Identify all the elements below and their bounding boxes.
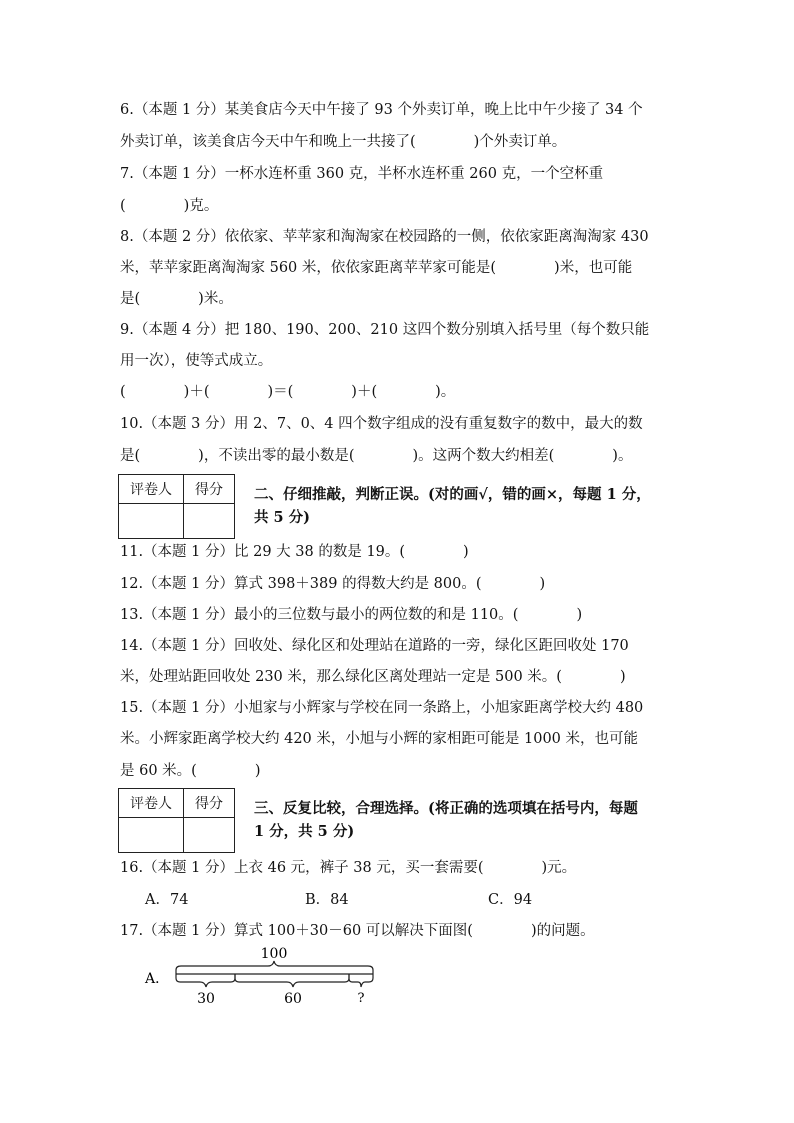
q15-line-2: 米。小辉家距离学校大约 420 米，小旭与小辉的家相距可能是 1000 米，也可能 <box>120 731 639 747</box>
q17-brace-seg3 <box>349 974 373 987</box>
q17-top-brace <box>176 961 373 974</box>
q17-brace-seg2 <box>235 974 349 987</box>
q10-line-1: 10.（本题 3 分）用 2、7、0、4 四个数字组成的没有重复数字的数中，最大的数 <box>120 416 643 432</box>
q16-option-c[interactable]: C．94 <box>488 892 533 908</box>
q15-line-1: 15.（本题 1 分）小旭家与小辉家与学校在同一条路上，小旭家距离学校大约 480 <box>120 700 644 716</box>
q17-line-1: 17.（本题 1 分）算式 100＋30－60 可以解决下面图( )的问题。 <box>120 923 595 939</box>
section2-title-line-2: 共 5 分) <box>254 509 311 526</box>
q9-line-1: 9.（本题 4 分）把 180、190、200、210 这四个数分别填入括号里（每个数只能 <box>120 322 650 338</box>
q17-total-label: 100 <box>260 946 288 962</box>
q9-line-2: 用一次），使等式成立。 <box>120 353 273 369</box>
q8-line-3: 是( )米。 <box>120 291 233 307</box>
q7-line-1: 7.（本题 1 分）一杯水连杯重 360 克，半杯水连杯重 260 克，一个空杯重 <box>120 166 604 182</box>
section3-title-line-1: 三、反复比较，合理选择。(将正确的选项填在括号内，每题 <box>254 800 638 817</box>
q17-brace-seg1 <box>176 974 235 987</box>
q13-line-1: 13.（本题 1 分）最小的三位数与最小的两位数的和是 110。( ) <box>120 607 583 623</box>
q12-line-1: 12.（本题 1 分）算式 398＋389 的得数大约是 800。( ) <box>120 576 546 592</box>
section3-title-line-2: 1 分，共 5 分) <box>254 823 355 840</box>
grader-reviewer-label: 评卷人 <box>119 789 184 818</box>
q17-option-a-label: A． <box>145 971 170 987</box>
q17-seg2-label: 60 <box>284 991 302 1007</box>
q9-line-3: ( )＋( )＝( )＋( )。 <box>120 384 456 400</box>
section2-title-line-1: 二、仔细推敲，判断正误。(对的画√，错的画×，每题 1 分， <box>254 486 651 503</box>
q7-line-2: ( )克。 <box>120 198 219 214</box>
grader-score-label: 得分 <box>184 475 235 504</box>
q17-seg1-label: 30 <box>197 991 215 1007</box>
grader-reviewer-label: 评卷人 <box>119 475 184 504</box>
q14-line-1: 14.（本题 1 分）回收处、绿化区和处理站在道路的一旁，绿化区距回收处 170 <box>120 638 629 654</box>
q16-option-a[interactable]: A．74 <box>145 892 189 908</box>
q8-line-1: 8.（本题 2 分）依依家、苹苹家和淘淘家在校园路的一侧，依依家距离淘淘家 430 <box>120 229 649 245</box>
q16-line-1: 16.（本题 1 分）上衣 46 元，裤子 38 元，买一套需要( )元。 <box>120 860 577 876</box>
q6-line-1: 6.（本题 1 分）某美食店今天中午接了 93 个外卖订单，晚上比中午少接了 34 个 <box>120 102 643 118</box>
q17-unknown-label: ? <box>357 991 365 1006</box>
q14-line-2: 米，处理站距回收处 230 米，那么绿化区离处理站一定是 500 米。( ) <box>120 669 626 685</box>
q8-line-2: 米，苹苹家距离淘淘家 560 米，依依家距离苹苹家可能是( )米，也可能 <box>120 260 633 276</box>
q16-option-b[interactable]: B．84 <box>305 892 349 908</box>
grader-score-label: 得分 <box>184 789 235 818</box>
q15-line-3: 是 60 米。( ) <box>120 763 261 779</box>
q10-line-2: 是( )，不读出零的最小数是( )。这两个数大约相差( )。 <box>120 448 633 464</box>
q6-line-2: 外卖订单，该美食店今天中午和晚上一共接了( )个外卖订单。 <box>120 134 567 150</box>
q11-line-1: 11.（本题 1 分）比 29 大 38 的数是 19。( ) <box>120 544 469 560</box>
